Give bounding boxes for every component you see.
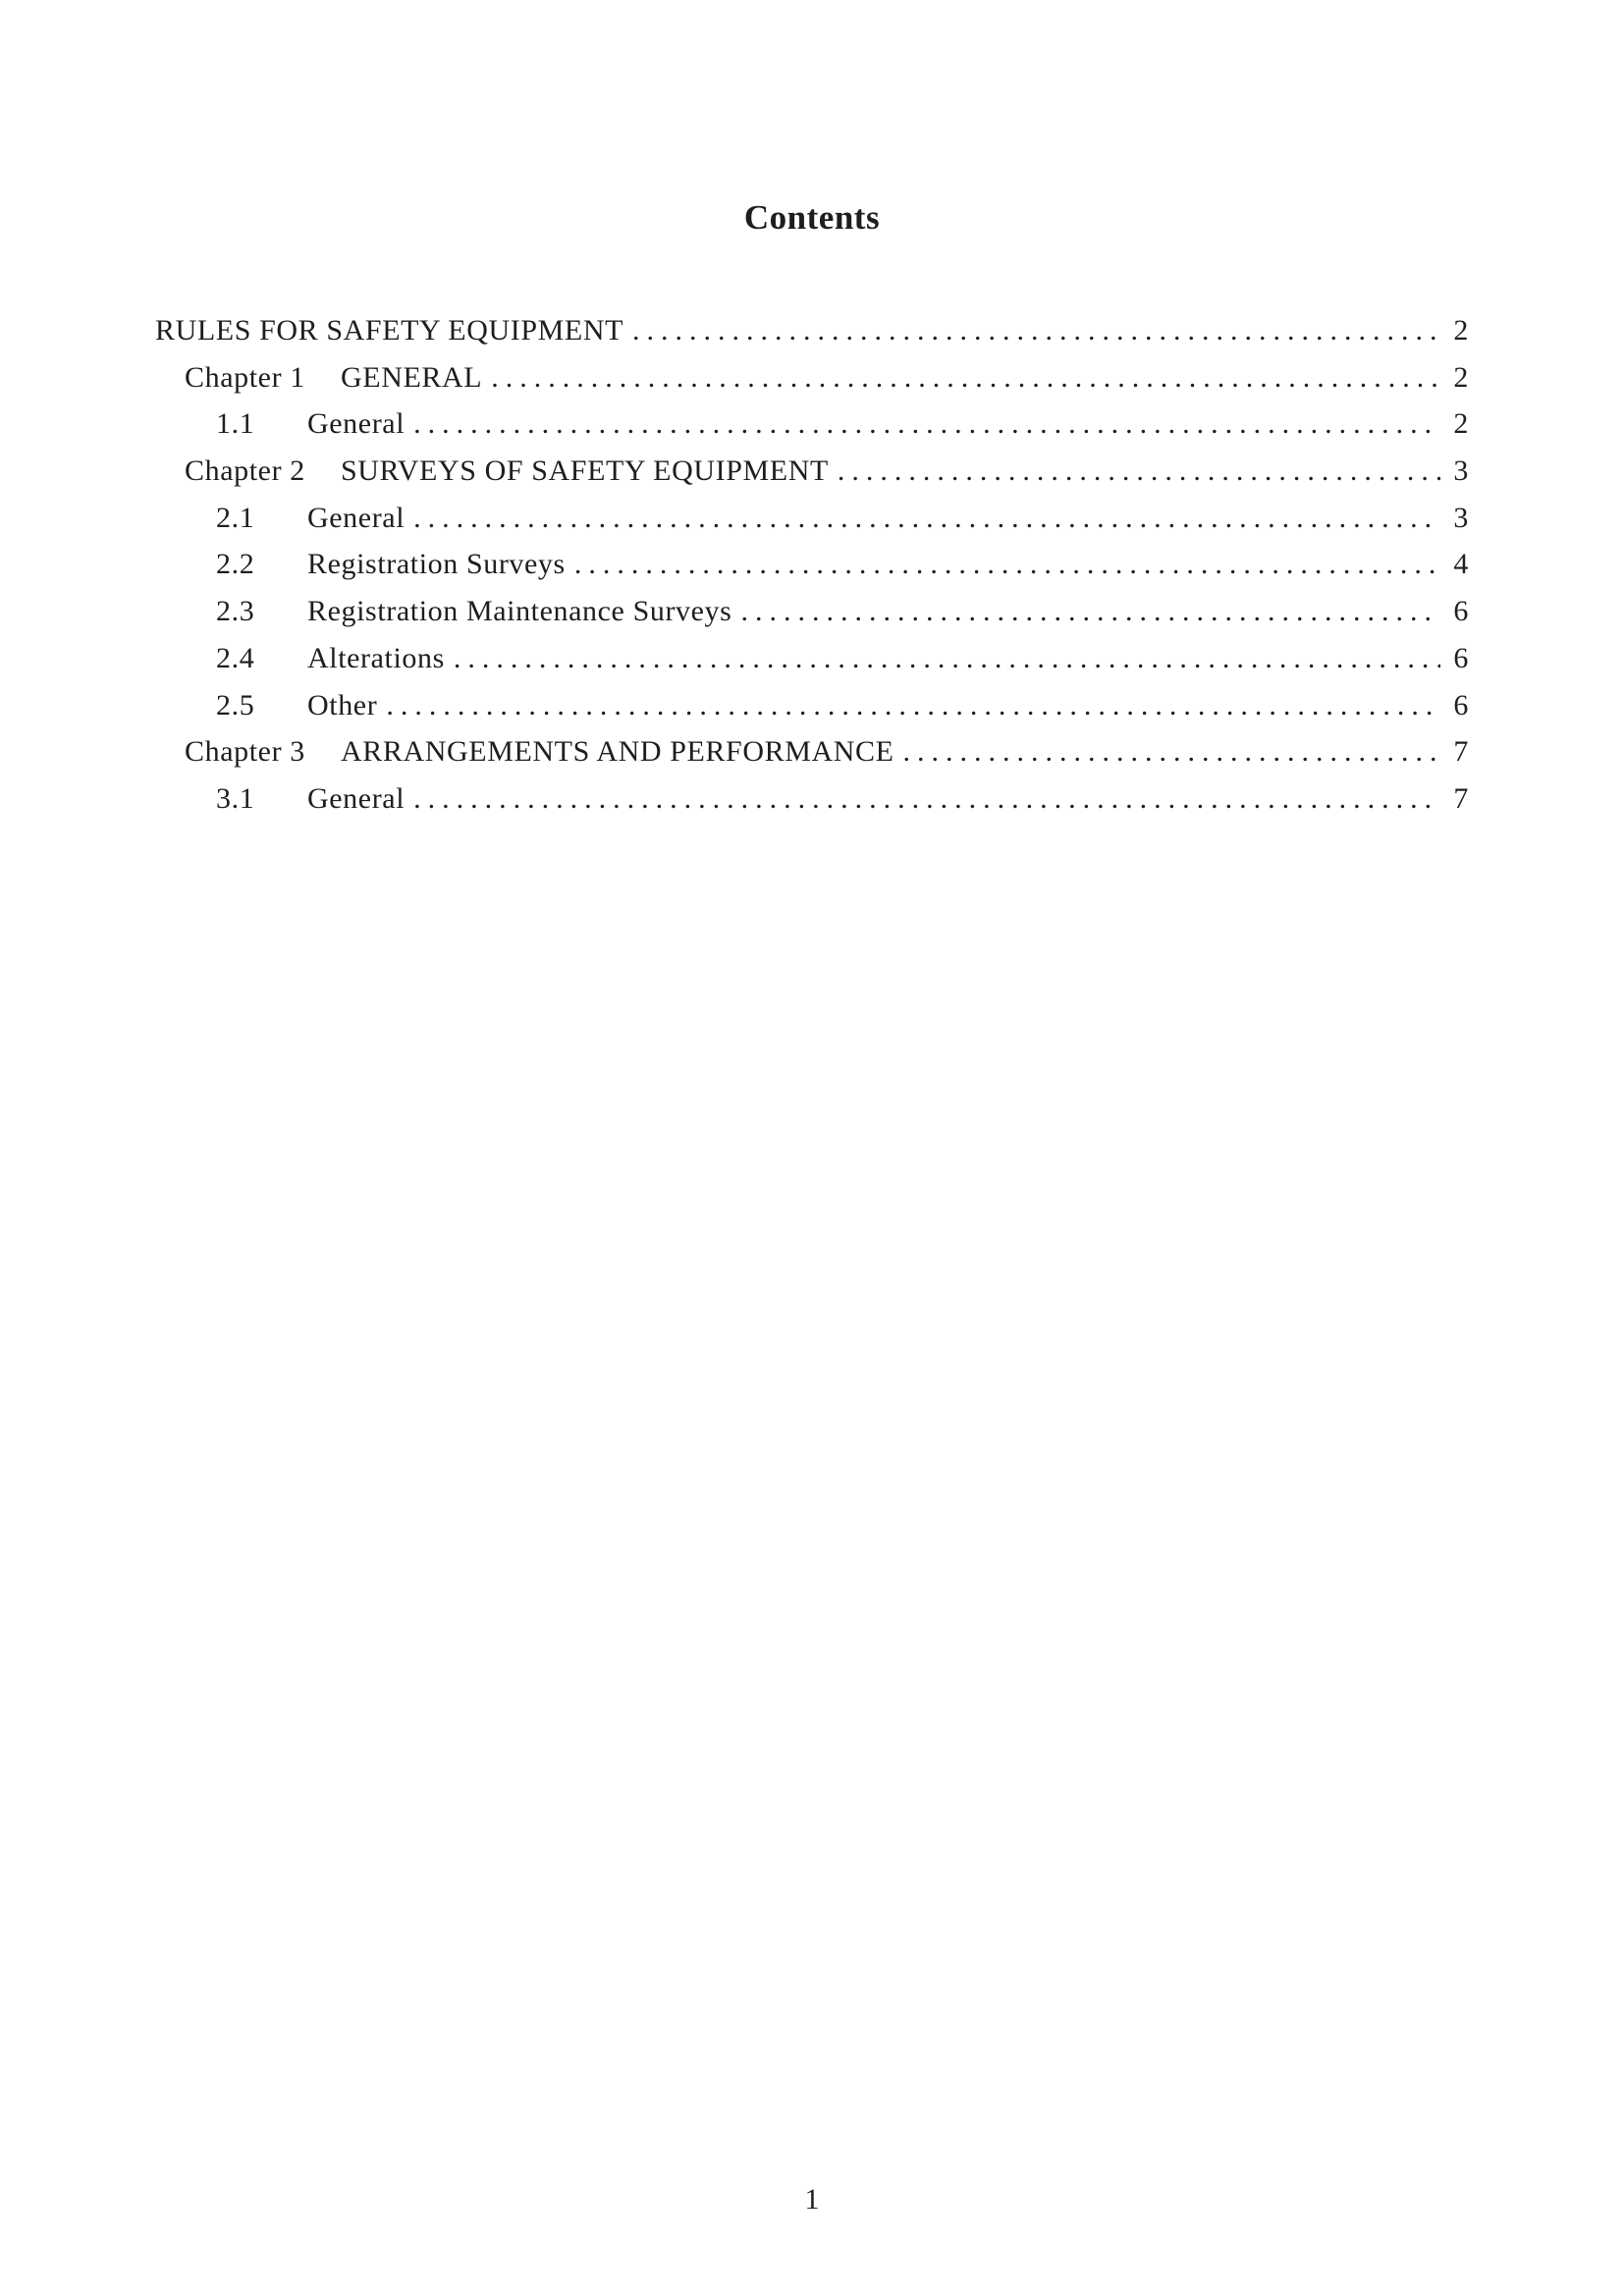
footer-page-number: 1 (804, 2183, 820, 2216)
toc-entry-label: General (307, 501, 406, 534)
toc-entry-label: General (307, 407, 406, 441)
toc-entry-number: 2.1 (216, 501, 255, 534)
toc-entry-label: Other (307, 688, 378, 721)
toc-entry-number: 2.4 (216, 641, 255, 674)
toc-entry-label: Registration Surveys (307, 548, 566, 581)
toc-entry-page: 2 (1453, 360, 1469, 394)
toc-entry-page: 6 (1453, 595, 1469, 628)
toc-entry-number: 2.2 (216, 548, 255, 581)
toc-entry-page: 6 (1453, 641, 1469, 674)
toc-entry-label: GENERAL (341, 360, 483, 394)
toc-entry (155, 642, 1469, 689)
toc-dot-leader (413, 502, 1440, 535)
toc-dot-leader (491, 361, 1440, 395)
toc-entry-label: Alterations (307, 641, 445, 674)
toc-dot-leader (740, 595, 1440, 628)
toc-entry-page: 3 (1453, 501, 1469, 534)
page-title: Contents (743, 198, 881, 237)
toc-entry-page: 7 (1453, 781, 1469, 815)
toc-dot-leader (903, 735, 1440, 769)
toc-dot-leader (838, 454, 1440, 488)
toc-entry (155, 502, 1469, 549)
toc-entry (155, 735, 1469, 782)
toc-entry-number: 1.1 (216, 407, 255, 441)
toc-entry-number: Chapter 2 (185, 454, 305, 488)
toc-entry (155, 595, 1469, 642)
toc-entry-page: 7 (1453, 735, 1469, 769)
toc-dot-leader (632, 314, 1440, 347)
toc-entry (155, 407, 1469, 454)
toc-entry (155, 454, 1469, 502)
table-of-contents (155, 314, 1469, 829)
toc-entry-page: 6 (1453, 688, 1469, 721)
toc-entry-page: 2 (1453, 407, 1469, 441)
toc-entry-number: Chapter 1 (185, 360, 305, 394)
toc-dot-leader (386, 689, 1440, 722)
toc-dot-leader (574, 548, 1440, 581)
toc-entry (155, 782, 1469, 829)
toc-entry (155, 361, 1469, 408)
toc-dot-leader (413, 407, 1440, 441)
toc-entry-number: Chapter 3 (185, 735, 305, 769)
toc-entry-label: SURVEYS OF SAFETY EQUIPMENT (341, 454, 829, 488)
toc-dot-leader (413, 782, 1440, 816)
toc-dot-leader (454, 642, 1440, 675)
toc-entry (155, 548, 1469, 595)
toc-entry-number: 2.3 (216, 595, 255, 628)
toc-entry-label: General (307, 781, 406, 815)
toc-entry (155, 314, 1469, 361)
toc-entry-number: 3.1 (216, 781, 255, 815)
toc-entry-label: Registration Maintenance Surveys (307, 595, 732, 628)
toc-entry-page: 3 (1453, 454, 1469, 488)
toc-entry-page: 4 (1453, 548, 1469, 581)
toc-entry-number: 2.5 (216, 688, 255, 721)
toc-entry (155, 689, 1469, 736)
toc-entry-label: ARRANGEMENTS AND PERFORMANCE (341, 735, 894, 769)
toc-entry-label: RULES FOR SAFETY EQUIPMENT (155, 314, 624, 347)
toc-entry-page: 2 (1453, 314, 1469, 347)
